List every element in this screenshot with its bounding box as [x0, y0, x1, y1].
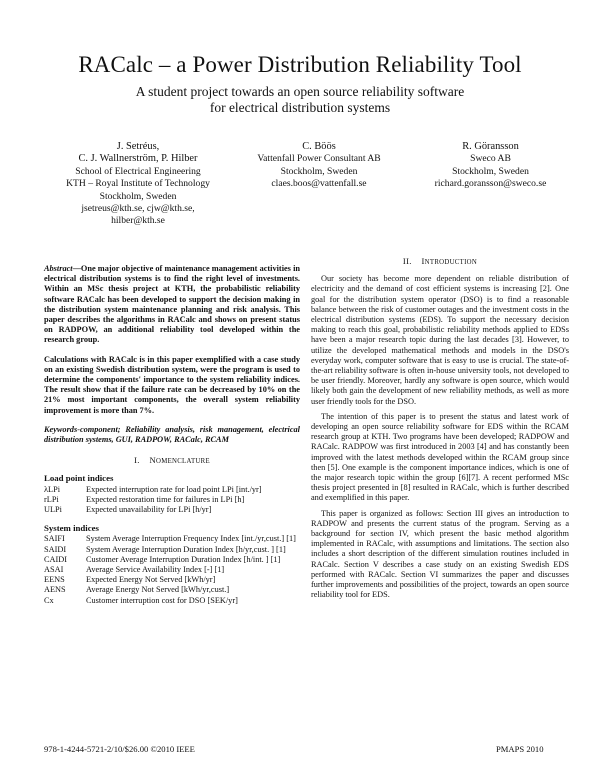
section-heading-introduction: II. INTRODUCTION	[402, 256, 478, 266]
nomenclature-row: SAIFI System Average Interruption Frequency Index [int./yr,cust.] [1]	[44, 534, 296, 544]
author-line: Vattenfall Power Consultant AB	[257, 153, 381, 165]
intro-paragraph: This paper is organized as follows: Section III gives an introduction to RADPOW and presents the current status of the program. Serving as a background for section IV, which present the basic method algorithm implemented in RACalc, with assumptions and limitations. The section also includes a short description of the different simulation routines included in RACalc. Section V describes a case study on an existing Swedish EDS performed with RACalc. Section VI summarizes the paper and discusses further improvements and possibilities of the project, towards an open source reliability tool for EDS.	[311, 508, 569, 600]
author-line: Stockholm, Sweden	[99, 190, 177, 202]
paper-subtitle	[0, 84, 600, 116]
intro-paragraph: The intention of this paper is to present the status and latest work of developing an open source reliability software for EDS within the RCAM research group at KTH. Two programs have been developed; RADPOW and RACalc. RADPOW was first introduced in 2003 [4] and has constantly been improved with the latest methods developed within the RCAM group since then [5]. One example is the component importance indices, which is one of the major research topic within the group [6][7]. A recent performed MSc thesis project presented in [8] resulted in RACalc, which is further described and exemplified in this paper.	[311, 411, 569, 503]
author-email: richard.goransson@sweco.se	[434, 178, 547, 190]
author-email: claes.boos@vattenfall.se	[271, 178, 367, 190]
nomenclature-row: ASAI Average Service Availability Index [-] [1]	[44, 565, 225, 575]
section-heading-nomenclature: I. NOMENCLATURE	[134, 455, 210, 466]
paper-title: RACalc – a Power Distribution Reliability Tool	[78, 52, 522, 77]
left-column	[44, 264, 300, 606]
nomenclature-row: λLPi Expected interruption rate for load point LPi [int./yr]	[44, 484, 262, 494]
author-line: Stockholm, Sweden	[452, 165, 529, 177]
abstract-paragraph	[44, 264, 300, 346]
author-email: jsetreus@kth.se, cjw@kth.se,	[81, 203, 195, 215]
nomenclature-row: ULPi Expected unavailability for LPi [h/yr]	[44, 505, 212, 515]
author-email: hilber@kth.se	[111, 215, 165, 227]
author-line: Sweco AB	[470, 153, 511, 165]
nomenclature-row: EENS Expected Energy Not Served [kWh/yr]	[44, 575, 216, 585]
intro-paragraph: Our society has become more dependent on reliable distribution of electricity and the demand of cost efficient systems is increasing [2]. One goal for the distribution system operator (DSO) is to find a reasonable balance between the risk of customer outages and the investment costs in the electrical distribution systems (EDS). To support the necessary decision making to reach this goal, probabilistic reliability methods applied to EDSs have been a major research topic during the last decades [3]. However, to utilize the developed mathematical methods and models in the DSO's everyday work, computer software that is easy to use is crucial. The state-of-the-art reliability software is often in-house university tools, not developed to be user friendly. Moreover, hardly any software is open source, which would likely both gain the development of new reliability methods, as well as more user friendly tools for the DSO.	[311, 274, 569, 406]
author-block-vattenfall	[244, 141, 394, 191]
author-name: C. Böös	[302, 141, 336, 152]
author-line: School of Electrical Engineering	[75, 165, 201, 177]
author-block-kth	[40, 141, 236, 228]
system-indices-heading: System indices	[44, 523, 99, 534]
author-name: R. Göransson	[462, 141, 519, 152]
keywords: Keywords-component; Reliability analysis, risk management, electrical distribution systems, GUI, RADPOW, RACalc, RCAM	[44, 424, 300, 445]
author-line: Stockholm, Sweden	[280, 165, 358, 177]
footer-conference: PMAPS 2010	[496, 744, 544, 754]
load-point-heading: Load point indices	[44, 473, 114, 484]
nomenclature-row: CAIDI Customer Average Interruption Duration Index [h/int. ] [1]	[44, 554, 281, 564]
subtitle-line: A student project towards an open source reliability software	[135, 84, 465, 99]
abstract-label: Abstract—	[44, 264, 81, 273]
nomenclature-row: SAIDI System Average Interruption Duration Index [h/yr,cust. ] [1]	[44, 544, 286, 554]
footer-isbn: 978-1-4244-5721-2/10/$26.00 ©2010 IEEE	[44, 744, 195, 754]
nomenclature-row: Cx Customer interruption cost for DSO [SEK/yr]	[44, 595, 238, 605]
right-column	[311, 256, 569, 606]
abstract-text: One major objective of maintenance management activities in electrical distribution systems is to find the right level of investments. Within an MSc thesis project at KTH, the probabilistic reliability software RACalc has been developed to support the decision making in the distribution system maintenance planning and risk analysis. This paper describes the algorithms in RACalc and shows on present status on RADPOW, an additional reliability tool developed within the research group.	[44, 264, 300, 345]
subtitle-line: for electrical distribution systems	[209, 100, 391, 115]
nomenclature-row: rLPi Expected restoration time for failures in LPi [h]	[44, 494, 245, 504]
author-line: KTH – Royal Institute of Technology	[66, 178, 210, 190]
author-name: J. Setréus,	[116, 141, 160, 152]
nomenclature-row: AENS Average Energy Not Served [kWh/yr,cust.]	[44, 585, 230, 595]
author-line: C. J. Wallnerström, P. Hilber	[78, 153, 198, 165]
author-block-sweco	[408, 141, 573, 191]
abstract-paragraph-2: Calculations with RACalc is in this paper exemplified with a case study on an existing Swedish distribution system, were the program is used to determine the components' importance to the system reliability indices. The result show that if the failure rate can be decreased by 10% on the 21% most important components, the overall system reliability improvement is more than 7%.	[44, 354, 300, 415]
